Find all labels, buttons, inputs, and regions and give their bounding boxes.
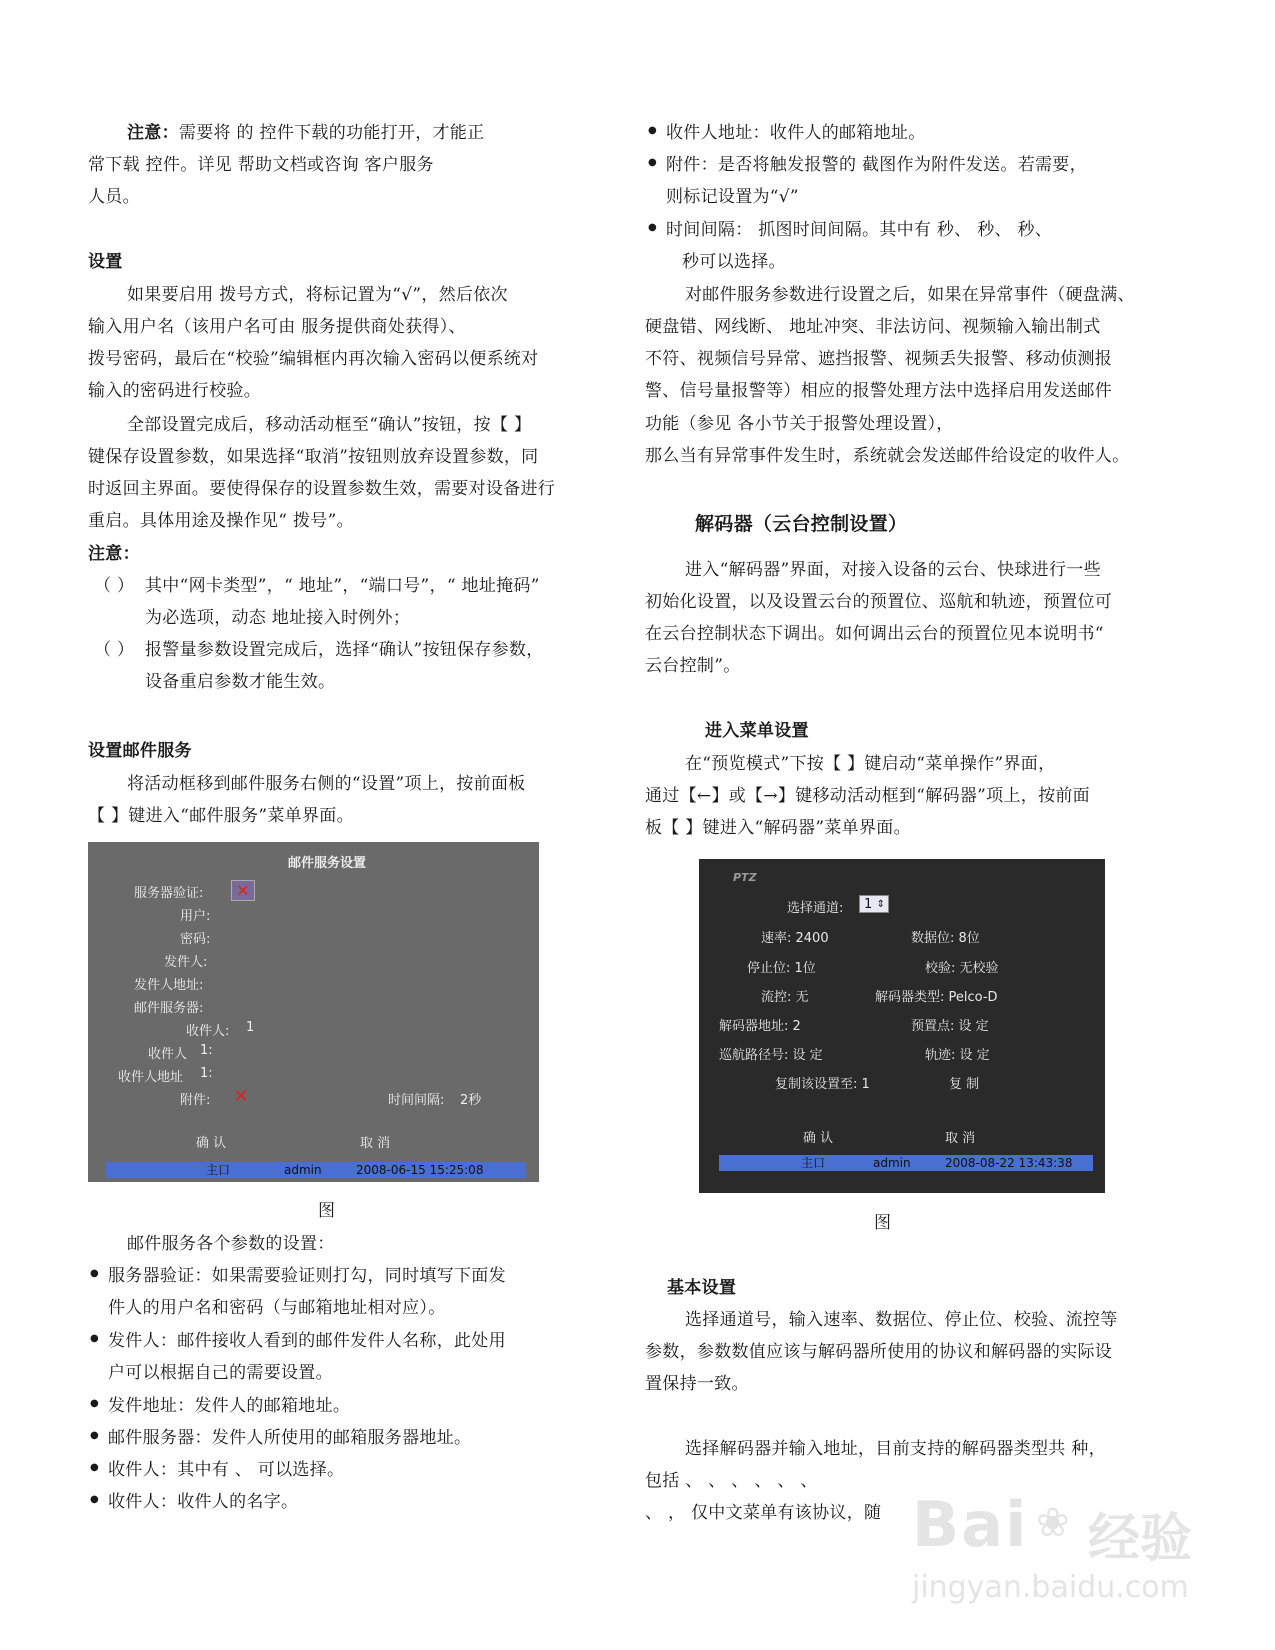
bullet1-line1: 服务器验证：如果需要验证则打勾，同时填写下面发 (108, 1266, 506, 1286)
baud-field[interactable]: 速率: 2400 (761, 931, 829, 946)
decoder-line2: 初始化设置，以及设置云台的预置位、巡航和轨迹，预置位可 (645, 592, 1113, 612)
event-line4: 警、信号量报警等）相应的报警处理方法中选择启用发送邮件 (645, 381, 1113, 401)
mail-ok-button[interactable]: 确 认 (196, 1136, 227, 1151)
mail-figure-caption: 图 (318, 1201, 336, 1221)
ptz-figure-caption: 图 (874, 1213, 892, 1233)
databits-field[interactable]: 数据位: 8位 (911, 931, 980, 946)
recipient-select-label: 收件人: (186, 1024, 230, 1039)
recipient-label: 收件人 (148, 1047, 188, 1062)
setting-line1: 如果要启用 拨号方式，将标记置为“√”，然后依次 (127, 285, 508, 305)
recipient-select-value[interactable]: 1 (246, 1020, 255, 1035)
setting-heading: 设置 (88, 252, 123, 272)
event-line2: 硬盘错、网线断、 地址冲突、非法访问、视频输入输出制式 (645, 317, 1101, 337)
channel-value: 1 (864, 897, 873, 912)
mail-line2: 【 】键进入“邮件服务”菜单界面。 (88, 806, 354, 826)
cruise-field[interactable]: 巡航路径号: 设 定 (719, 1048, 823, 1063)
attachment-label: 附件: (180, 1093, 211, 1108)
ptz-status-time: 2008-08-22 13:43:38 (945, 1156, 1073, 1170)
confirm-line1: 全部设置完成后，移动活动框至“确认”按钮，按【 】 (127, 415, 532, 435)
ptz-logo: PTZ (733, 871, 757, 884)
password-label: 密码: (180, 932, 211, 947)
sender-label: 发件人: (164, 955, 208, 970)
confirm-line3: 时返回主界面。要使得保存的设置参数生效，需要对设备进行 (88, 479, 556, 499)
bullet-dot-icon: ● (90, 1462, 99, 1473)
bullet3: 发件地址：发件人的邮箱地址。 (108, 1396, 351, 1416)
confirm-line2: 键保存设置参数，如果选择“取消”按钮则放弃设置参数，同 (88, 447, 539, 467)
basic-line1: 选择通道号，输入速率、数据位、停止位、校验、流控等 (685, 1310, 1118, 1330)
basic-line2: 参数，参数数值应该与解码器所使用的协议和解码器的实际设 (645, 1342, 1113, 1362)
decoder-line1: 进入“解码器”界面，对接入设备的云台、快球进行一些 (685, 560, 1101, 580)
mail-line1: 将活动框移到邮件服务右侧的“设置”项上，按前面板 (127, 774, 526, 794)
ptz-ok-button[interactable]: 确 认 (803, 1131, 834, 1146)
flow-field[interactable]: 流控: 无 (761, 990, 809, 1005)
setting-line4: 输入的密码进行校验。 (88, 381, 261, 401)
bullet-dot-icon: ● (90, 1494, 99, 1505)
note2-label: 注意： (88, 544, 140, 564)
decoder-line3: 在云台控制状态下调出。如何调出云台的预置位见本说明书“ (645, 624, 1104, 644)
ptz-cancel-button[interactable]: 取 消 (945, 1131, 976, 1146)
note1-line1 (127, 117, 484, 149)
mail-heading: 设置邮件服务 (88, 741, 192, 761)
bullet-dot-icon: ● (648, 157, 657, 168)
watermark-brand2: 经验 (1088, 1509, 1193, 1569)
dtype-line1: 选择解码器并输入地址，目前支持的解码器类型共 种， (685, 1439, 1106, 1459)
copy-to-field[interactable]: 复制该设置至: 1 (775, 1077, 870, 1092)
confirm-line4: 重启。具体用途及操作见“ 拨号”。 (88, 511, 354, 531)
parity-field[interactable]: 校验: 无校验 (925, 961, 999, 976)
bullet6: 收件人：收件人的名字。 (108, 1492, 299, 1512)
bullet5: 收件人：其中有 、 可以选择。 (108, 1460, 345, 1480)
bullet-dot-icon: ● (648, 222, 657, 233)
mail-service-screenshot (88, 842, 539, 1182)
mail-server-label: 邮件服务器: (134, 1001, 204, 1016)
bullet2-line1: 发件人：邮件接收人看到的邮件发件人名称，此处用 (108, 1331, 506, 1351)
server-auth-label: 服务器验证: (134, 886, 204, 901)
decoder-heading: 解码器（云台控制设置） (695, 513, 908, 535)
decoder-type-field[interactable]: 解码器类型: Pelco-D (875, 990, 998, 1005)
track-field[interactable]: 轨迹: 设 定 (925, 1048, 990, 1063)
ptz-status-mode: 主口 (801, 1156, 826, 1170)
params-intro: 邮件服务各个参数的设置： (127, 1234, 335, 1254)
mail-status-user: admin (284, 1163, 322, 1177)
note2-item1-line1: 其中“网卡类型”，“ 地址”，“端口号”，“ 地址掩码” (145, 576, 540, 596)
r-bullet2-line2: 则标记设置为“√” (666, 187, 799, 207)
interval-value[interactable]: 2秒 (460, 1093, 482, 1108)
paw-icon: ❀ (1036, 1500, 1070, 1546)
dtype-line3: 、 ， 仅中文菜单有该协议，随 (645, 1503, 882, 1523)
r-bullet3-line2: 秒可以选择。 (682, 252, 786, 272)
menu-line1: 在“预览模式”下按【 】键启动“菜单操作”界面， (685, 754, 1056, 774)
note1-text: 需要将 的 控件下载的功能打开，才能正 (178, 123, 485, 143)
dtype-line2: 包括 、 、 、 、 、 、 (645, 1471, 818, 1491)
event-line3: 不符、视频信号异常、遮挡报警、视频丢失报警、移动侦测报 (645, 349, 1113, 369)
mail-screen-title: 邮件服务设置 (288, 856, 367, 871)
setting-line2: 输入用户名（该用户名可由 服务提供商处获得）、 (88, 317, 466, 337)
r-bullet3-line1: 时间间隔： 抓图时间间隔。其中有 秒、 秒、 秒、 (666, 220, 1053, 240)
ptz-status-bar (719, 1155, 1093, 1171)
note1-line3: 人员。 (88, 187, 140, 207)
bullet1-line2: 件人的用户名和密码（与邮箱地址相对应）。 (108, 1298, 446, 1318)
note2-item2-line1: 报警量参数设置完成后，选择“确认”按钮保存参数， (145, 640, 544, 660)
decoder-line4: 云台控制”。 (645, 656, 741, 676)
interval-label: 时间间隔: (388, 1093, 445, 1108)
basic-line3: 置保持一致。 (645, 1374, 749, 1394)
watermark-url: jingyan.baidu.com (912, 1570, 1189, 1605)
recipient-addr-label: 收件人地址 (118, 1070, 184, 1085)
mail-status-bar (106, 1162, 526, 1178)
menu-line3: 板【 】键进入“解码器”菜单界面。 (645, 818, 911, 838)
event-line6: 那么当有异常事件发生时，系统就会发送邮件给设定的收件人。 (645, 446, 1130, 466)
user-label: 用户: (180, 909, 211, 924)
event-line1: 对邮件服务参数进行设置之后，如果在异常事件（硬盘满、 (685, 285, 1135, 305)
sender-addr-label: 发件人地址: (134, 978, 204, 993)
decoder-addr-field[interactable]: 解码器地址: 2 (719, 1019, 801, 1034)
bullet2-line2: 户可以根据自己的需要设置。 (108, 1363, 333, 1383)
channel-label: 选择通道: (787, 901, 844, 916)
preset-field[interactable]: 预置点: 设 定 (911, 1019, 989, 1034)
watermark-brand: Bai (912, 1488, 1029, 1561)
ptz-screenshot (699, 859, 1105, 1193)
basic-heading: 基本设置 (667, 1278, 737, 1298)
mail-status-time: 2008-06-15 15:25:08 (356, 1163, 484, 1177)
bullet-dot-icon: ● (648, 125, 657, 136)
recipient-addr-value[interactable]: 1: (200, 1066, 213, 1081)
ptz-status-user: admin (873, 1156, 911, 1170)
copy-button[interactable]: 复 制 (949, 1077, 980, 1092)
bullet-dot-icon: ● (90, 1268, 99, 1279)
setting-line3: 拨号密码，最后在“校验”编辑框内再次输入密码以便系统对 (88, 349, 539, 369)
attachment-checkbox[interactable]: ✕ (233, 1086, 249, 1107)
channel-select[interactable] (859, 895, 889, 913)
stopbits-field[interactable]: 停止位: 1位 (747, 961, 816, 976)
note1-line2: 常下载 控件。详见 帮助文档或咨询 客户服务 (88, 155, 434, 175)
menu-line2: 通过【←】或【→】键移动活动框到“解码器”项上，按前面 (645, 786, 1090, 806)
event-line5: 功能（参见 各小节关于报警处理设置）， (645, 414, 954, 434)
r-bullet1: 收件人地址：收件人的邮箱地址。 (666, 123, 926, 143)
recipient-value[interactable]: 1: (200, 1043, 213, 1058)
note2-item1-mark: （ ） (94, 576, 135, 596)
bullet-dot-icon: ● (90, 1333, 99, 1344)
bullet4: 邮件服务器：发件人所使用的邮箱服务器地址。 (108, 1428, 472, 1448)
menu-heading: 进入菜单设置 (705, 721, 809, 741)
mail-cancel-button[interactable]: 取 消 (360, 1136, 391, 1151)
mail-status-mode: 主口 (206, 1163, 231, 1177)
note2-item1-line2: 为必选项，动态 地址接入时例外； (145, 608, 411, 628)
note1-label: 注意： (127, 123, 179, 143)
spinner-icon: ⇕ (876, 899, 885, 910)
r-bullet2-line1: 附件：是否将触发报警的 截图作为附件发送。若需要， (666, 155, 1087, 175)
note2-item2-mark: （ ） (94, 640, 135, 660)
server-auth-checkbox[interactable]: ✕ (231, 880, 255, 901)
note2-item2-line2: 设备重启参数才能生效。 (145, 672, 336, 692)
bullet-dot-icon: ● (90, 1398, 99, 1409)
bullet-dot-icon: ● (90, 1430, 99, 1441)
